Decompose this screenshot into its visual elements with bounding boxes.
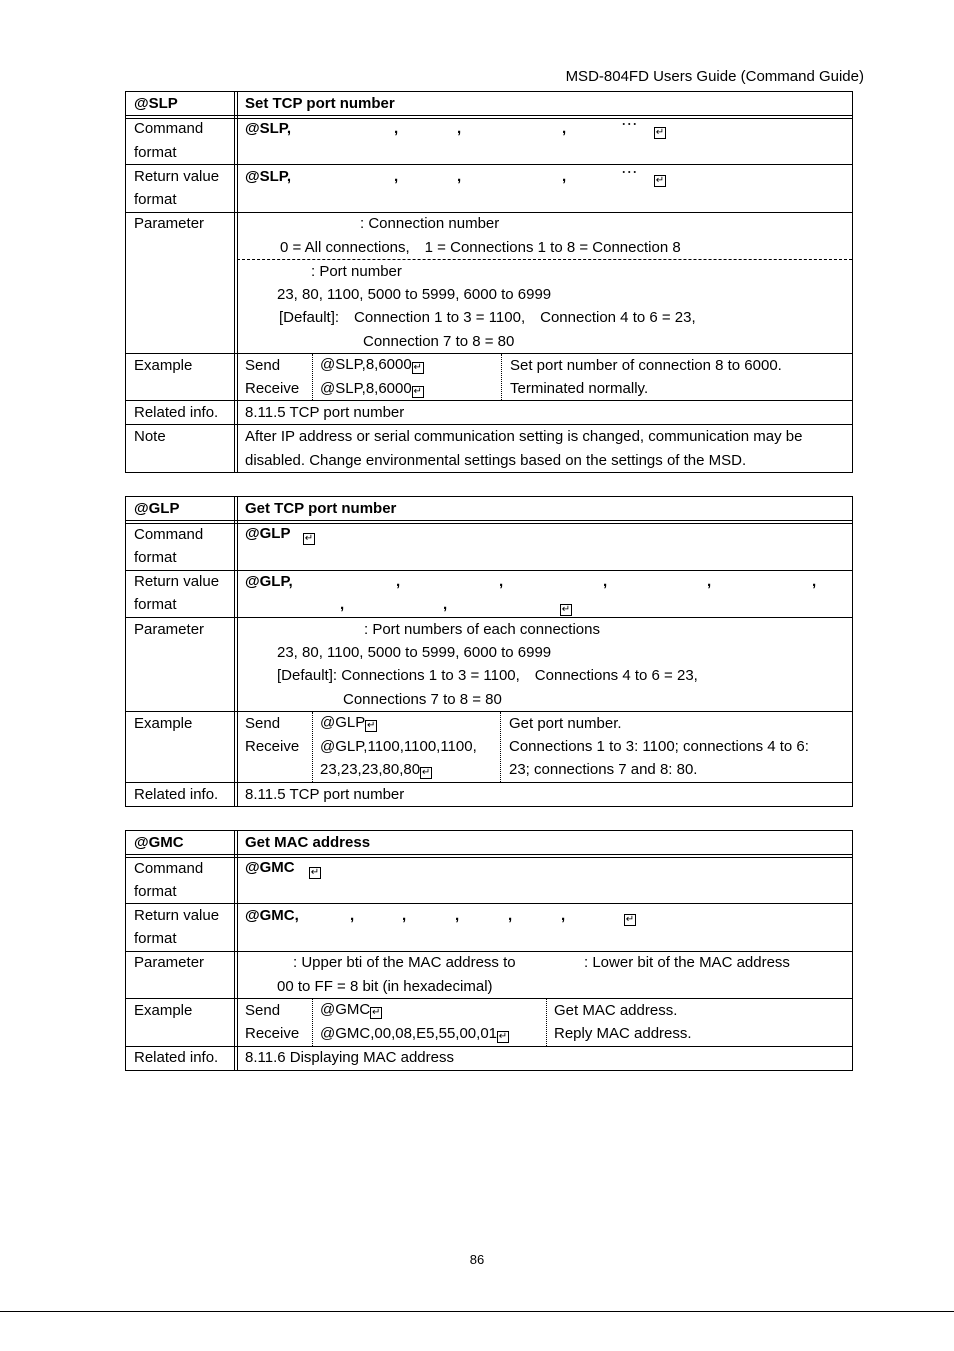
gmc-ret-comma: , [561,907,566,924]
return-value-label-line2: format [134,191,177,208]
gmc-command-format: @GMC [245,859,295,876]
glp-ret-comma: , [812,573,817,590]
gmc-param-lower: : Lower bit of the MAC address [584,954,790,971]
parameter-label: Parameter [134,215,205,232]
slp-code: @SLP [134,95,178,112]
send-label: Send [245,715,281,732]
return-value-label-line2: format [134,930,177,947]
slp-param-port-values: 23, 80, 1100, 5000 to 5999, 6000 to 6999 [277,286,552,303]
gmc-related-info: 8.11.6 Displaying MAC address [245,1049,454,1066]
glp-example-desc-line3: 23; connections 7 and 8: 80. [509,761,698,778]
command-format-label-line2: format [134,883,177,900]
glp-example-receive-line2: 23,23,23,80,80 [320,761,421,778]
gmc-ret-comma: , [455,907,460,924]
example-label: Example [134,1002,193,1019]
slp-param-default: [Default]: Connection 1 to 3 = 1100, Connection 4 to 6 = 23, [279,309,696,326]
slp-ret-comma: , [562,168,567,185]
return-icon: ↵ [561,604,571,615]
return-icon: ↵ [413,386,422,397]
slp-param-connection-values: 0 = All connections, 1 = Connections 1 to 8 = Connection 8 [280,239,681,256]
note-label: Note [134,428,166,445]
return-value-label-line2: format [134,596,177,613]
glp-ret-comma: , [396,573,401,590]
command-format-label-line2: format [134,144,177,161]
gmc-ret-comma: , [508,907,513,924]
gmc-example-receive-desc: Reply MAC address. [554,1025,692,1042]
send-label: Send [245,357,281,374]
slp-example-send: @SLP,8,6000 [320,356,412,373]
command-format-label-line2: format [134,549,177,566]
slp-note-line1: After IP address or serial communication setting is changed, communication may be [245,428,803,445]
slp-cmd-comma: , [457,120,462,137]
return-icon: ↵ [421,767,431,778]
return-icon: ↵ [625,914,635,925]
slp-example-receive-desc: Terminated normally. [510,380,649,397]
slp-title: Set TCP port number [245,95,395,112]
gmc-title: Get MAC address [245,834,371,851]
glp-ret-comma: , [340,596,345,613]
send-label: Send [245,1002,281,1019]
receive-label: Receive [245,1025,300,1042]
glp-example-desc-line2: Connections 1 to 3: 1100; connections 4 to 6: [509,738,809,755]
glp-ret-comma: , [603,573,608,590]
slp-cmd-comma: , [394,120,399,137]
return-value-label-line1: Return value [134,573,220,590]
gmc-ret-comma: , [402,907,407,924]
example-label: Example [134,357,193,374]
return-value-label-line1: Return value [134,907,220,924]
return-value-label-line1: Return value [134,168,220,185]
receive-label: Receive [245,380,300,397]
slp-param-port: : Port number [311,263,402,280]
return-icon: ↵ [498,1031,508,1042]
slp-return-format: @SLP, [245,168,292,185]
slp-example-receive: @SLP,8,6000 [320,380,412,397]
glp-ret-comma: , [499,573,504,590]
glp-return-format: @GLP, [245,573,293,590]
slp-ret-ellipsis: ･･･ [621,167,638,179]
slp-param-default-cont: Connection 7 to 8 = 80 [363,333,515,350]
gmc-example-receive: @GMC,00,08,E5,55,00,01 [320,1025,497,1042]
glp-code: @GLP [134,500,180,517]
parameter-label: Parameter [134,954,205,971]
glp-param-default-cont: Connections 7 to 8 = 80 [343,691,502,708]
running-header: MSD-804FD Users Guide (Command Guide) [565,68,864,85]
related-label: Related info. [134,786,219,803]
command-format-label-line1: Command [134,120,204,137]
slp-related-info: 8.11.5 TCP port number [245,404,405,421]
slp-command-format: @SLP, [245,120,292,137]
glp-example-send: @GLP [320,714,366,731]
slp-ret-comma: , [457,168,462,185]
gmc-code: @GMC [134,834,184,851]
gmc-param-upper: : Upper bti of the MAC address to [293,954,516,971]
gmc-example-send: @GMC [320,1001,371,1018]
return-icon: ↵ [372,1007,381,1018]
slp-cmd-comma: , [562,120,567,137]
footer-divider [0,1311,954,1312]
glp-command-format: @GLP [245,525,291,542]
receive-label: Receive [245,738,300,755]
parameter-label: Parameter [134,621,205,638]
glp-ret-comma: , [443,596,448,613]
glp-column-divider [234,496,238,807]
return-icon: ↵ [304,533,314,544]
glp-example-desc-line1: Get port number. [509,715,622,732]
slp-example-send-desc: Set port number of connection 8 to 6000. [510,357,782,374]
glp-param-port-numbers: : Port numbers of each connections [364,621,600,638]
slp-cmd-ellipsis: ･･･ [621,119,638,131]
page-number: 86 [469,1252,485,1267]
glp-title: Get TCP port number [245,500,397,517]
glp-param-port-values: 23, 80, 1100, 5000 to 5999, 6000 to 6999 [277,644,552,661]
slp-ret-comma: , [394,168,399,185]
command-format-label-line1: Command [134,860,204,877]
return-icon: ↵ [655,175,665,186]
return-icon: ↵ [310,867,320,878]
slp-column-divider [234,91,238,473]
glp-related-info: 8.11.5 TCP port number [245,786,405,803]
return-icon: ↵ [367,720,376,731]
glp-example-receive-line1: @GLP,1100,1100,1100, [320,738,477,755]
gmc-example-send-desc: Get MAC address. [554,1002,678,1019]
return-icon: ↵ [413,362,422,373]
related-label: Related info. [134,1049,219,1066]
gmc-ret-comma: , [350,907,355,924]
gmc-param-values: 00 to FF = 8 bit (in hexadecimal) [277,978,493,995]
glp-param-default: [Default]: Connections 1 to 3 = 1100, Connections 4 to 6 = 23, [277,667,698,684]
glp-ret-comma: , [707,573,712,590]
command-format-label-line1: Command [134,526,204,543]
related-label: Related info. [134,404,219,421]
return-icon: ↵ [655,127,665,138]
slp-param-connection: : Connection number [360,215,500,232]
gmc-return-format: @GMC, [245,907,299,924]
example-label: Example [134,715,193,732]
slp-note-line2: disabled. Change environmental settings based on the settings of the MSD. [245,452,747,469]
